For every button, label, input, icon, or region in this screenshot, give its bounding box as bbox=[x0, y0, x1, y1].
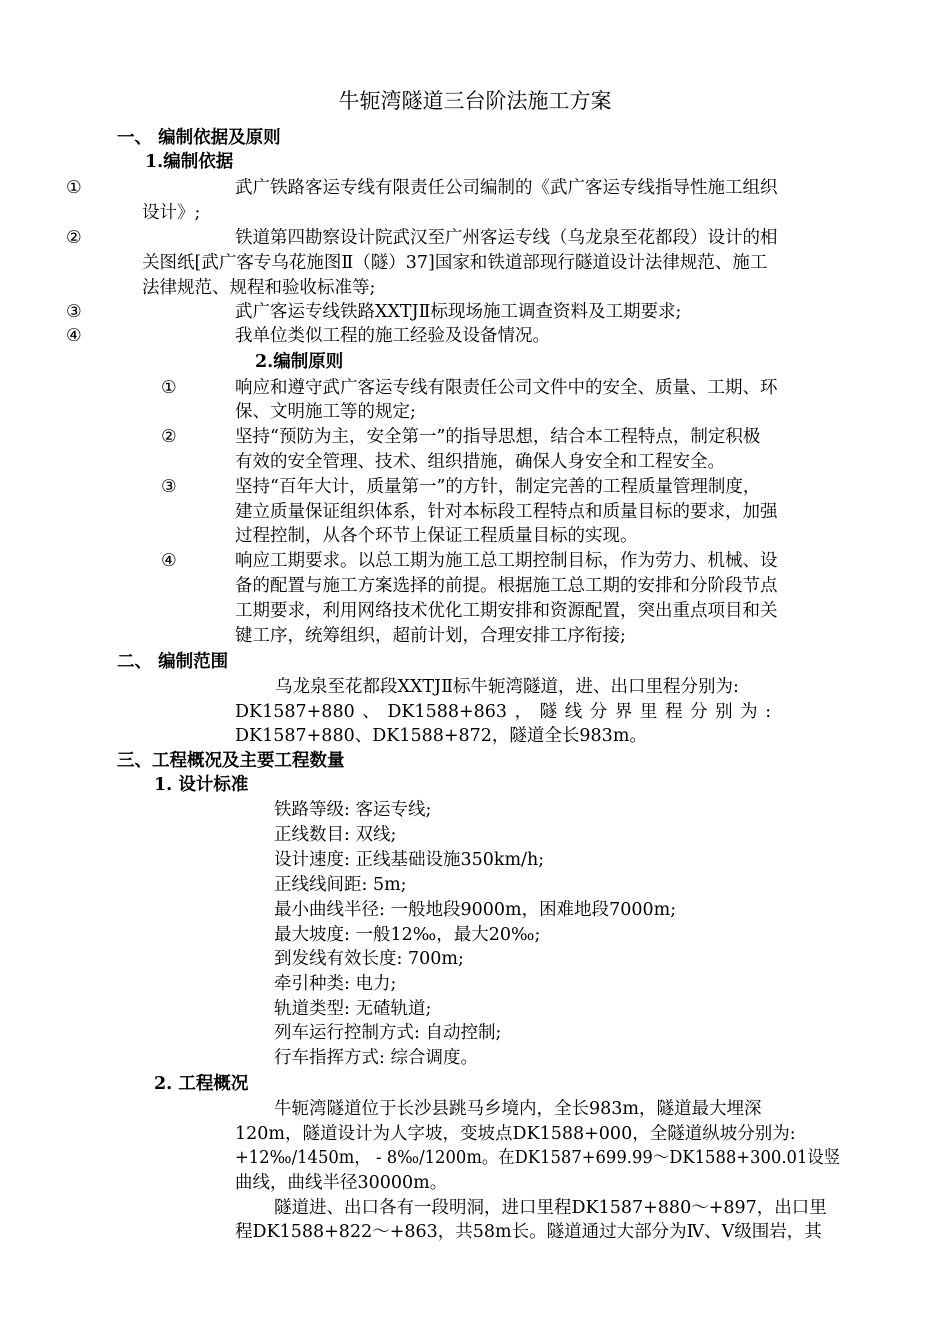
principle-2-marker: ② bbox=[161, 427, 177, 447]
principle-4-line-2: 备的配置与施工方案选择的前提。根据施工总工期的安排和分阶段节点 bbox=[235, 576, 778, 596]
basis-2-line-3: 法律规范、规程和验收标准等; bbox=[142, 278, 376, 298]
basis-2-marker: ② bbox=[66, 228, 82, 248]
principle-1-line-1: 响应和遵守武广客运专线有限责任公司文件中的安全、质量、工期、环 bbox=[235, 378, 778, 398]
standard-item: 牵引种类: 电力; bbox=[274, 974, 397, 994]
standard-item: 到发线有效长度: 700m; bbox=[274, 949, 464, 969]
principle-4-marker: ④ bbox=[161, 551, 177, 571]
principle-3-marker: ③ bbox=[161, 477, 177, 497]
principle-4-line-4: 键工序，统筹组织，超前计划，合理安排工序衔接; bbox=[235, 626, 626, 646]
section-1-heading: 一、 编制依据及原则 bbox=[117, 128, 281, 148]
overview-line-4: 曲线，曲线半径30000m。 bbox=[235, 1173, 448, 1193]
basis-3-marker: ③ bbox=[66, 302, 82, 322]
overview-line-5: 隧道进、出口各有一段明洞，进口里程DK1587+880～+897，出口里 bbox=[274, 1198, 827, 1218]
basis-3-line-1: 武广客运专线铁路XXTJⅡ标现场施工调查资料及工期要求; bbox=[235, 302, 682, 322]
standard-item: 设计速度: 正线基础设施350km/h; bbox=[274, 850, 545, 870]
basis-4-line-1: 我单位类似工程的施工经验及设备情况。 bbox=[235, 326, 550, 346]
section-3-1-heading: 1. 设计标准 bbox=[154, 775, 249, 795]
principle-3-line-1: 坚持“百年大计，质量第一”的方针，制定完善的工程质量管理制度， bbox=[235, 477, 761, 497]
principle-1-marker: ① bbox=[161, 378, 177, 398]
standard-item: 行车指挥方式: 综合调度。 bbox=[274, 1048, 478, 1068]
section-3-2-heading: 2. 工程概况 bbox=[154, 1074, 249, 1094]
principle-4-line-1: 响应工期要求。以总工期为施工总工期控制目标，作为劳力、机械、设 bbox=[235, 551, 778, 571]
principle-1-line-2: 保、文明施工等的规定; bbox=[235, 402, 416, 422]
standard-item: 正线线间距: 5m; bbox=[274, 875, 407, 895]
overview-line-1: 牛轭湾隧道位于长沙县跳马乡境内，全长983m，隧道最大埋深 bbox=[274, 1099, 762, 1119]
basis-2-line-2: 关图纸[武广客专乌花施图Ⅱ（隧）37]国家和铁道部现行隧道设计法律规范、施工 bbox=[142, 253, 768, 273]
standard-item: 铁路等级: 客运专线; bbox=[274, 800, 432, 820]
section-1-2-heading: 2.编制原则 bbox=[255, 352, 344, 372]
basis-1-marker: ① bbox=[66, 178, 82, 198]
section-2-heading: 二、 编制范围 bbox=[117, 652, 229, 672]
overview-line-3: +12‰/1450m， - 8‰/1200m。在DK1587+699.99～DK1588+300.01设竖 bbox=[235, 1148, 841, 1168]
scope-line-3: DK1587+880、DK1588+872，隧道全长983m。 bbox=[235, 726, 647, 746]
basis-1-line-2: 设计》; bbox=[142, 203, 201, 223]
standard-item: 轨道类型: 无碴轨道; bbox=[274, 999, 432, 1019]
section-3-heading: 三、工程概况及主要工程数量 bbox=[117, 751, 345, 771]
basis-2-line-1: 铁道第四勘察设计院武汉至广州客运专线（乌龙泉至花都段）设计的相 bbox=[235, 228, 778, 248]
standard-item: 列车运行控制方式: 自动控制; bbox=[274, 1023, 502, 1043]
overview-line-2: 120m，隧道设计为人字坡，变坡点DK1588+000，全隧道纵坡分别为: bbox=[235, 1124, 796, 1144]
section-1-1-heading: 1.编制依据 bbox=[145, 152, 234, 172]
standard-item: 最小曲线半径: 一般地段9000m，困难地段7000m; bbox=[274, 900, 677, 920]
standard-item: 最大坡度: 一般12‰，最大20‰; bbox=[274, 925, 541, 945]
principle-3-line-2: 建立质量保证组织体系，针对本标段工程特点和质量目标的要求，加强 bbox=[235, 502, 778, 522]
basis-1-line-1: 武广铁路客运专线有限责任公司编制的《武广客运专线指导性施工组织 bbox=[235, 178, 778, 198]
basis-4-marker: ④ bbox=[66, 326, 82, 346]
document-title: 牛轭湾隧道三台阶法施工方案 bbox=[338, 89, 612, 113]
overview-line-6: 程DK1588+822～+863，共58m长。隧道通过大部分为Ⅳ、Ⅴ级围岩，其 bbox=[235, 1222, 822, 1242]
principle-3-line-3: 过程控制，从各个环节上保证工程质量目标的实现。 bbox=[235, 526, 638, 546]
principle-2-line-2: 有效的安全管理、技术、组织措施，确保人身安全和工程安全。 bbox=[235, 452, 725, 472]
principle-4-line-3: 工期要求，利用网络技术优化工期安排和资源配置，突出重点项目和关 bbox=[235, 601, 778, 621]
scope-line-2: DK1587+880 、 DK1588+863 ， 隧 线 分 界 里 程 分 别 为 : bbox=[235, 702, 772, 722]
scope-line-1: 乌龙泉至花都段XXTJⅡ标牛轭湾隧道，进、出口里程分别为: bbox=[275, 677, 739, 697]
standard-item: 正线数目: 双线; bbox=[274, 825, 397, 845]
principle-2-line-1: 坚持“预防为主，安全第一”的指导思想，结合本工程特点，制定积极 bbox=[235, 427, 761, 447]
